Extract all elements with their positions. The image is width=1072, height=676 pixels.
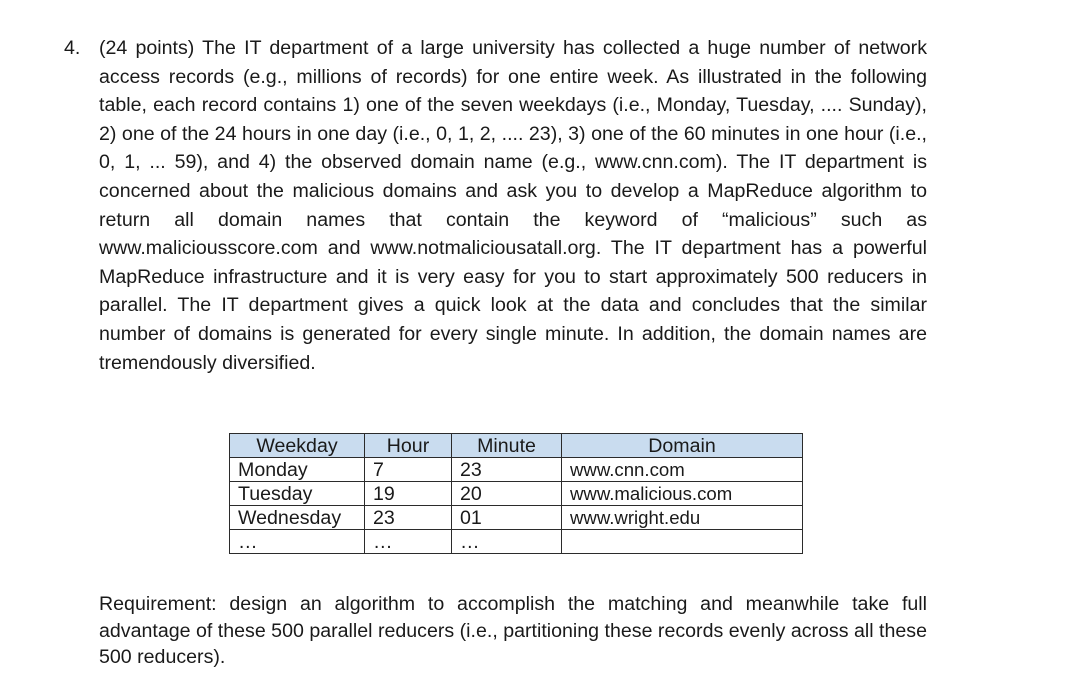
cell-hour: … bbox=[365, 530, 452, 554]
cell-domain: www.malicious.com bbox=[562, 482, 803, 506]
question-number: 4. bbox=[64, 37, 81, 59]
header-weekday: Weekday bbox=[230, 434, 365, 458]
cell-weekday: Wednesday bbox=[230, 506, 365, 530]
table-row bbox=[230, 530, 803, 554]
question-text bbox=[99, 34, 927, 377]
cell-weekday: Tuesday bbox=[230, 482, 365, 506]
cell-minute: … bbox=[452, 530, 562, 554]
cell-weekday: Monday bbox=[230, 458, 365, 482]
cell-hour: 7 bbox=[365, 458, 452, 482]
cell-domain: www.cnn.com bbox=[562, 458, 803, 482]
table-header-row bbox=[230, 434, 803, 458]
cell-domain: www.wright.edu bbox=[562, 506, 803, 530]
table-row bbox=[230, 458, 803, 482]
cell-minute: 20 bbox=[452, 482, 562, 506]
records-table bbox=[229, 433, 803, 554]
cell-domain bbox=[562, 530, 803, 554]
cell-minute: 23 bbox=[452, 458, 562, 482]
header-domain: Domain bbox=[562, 434, 803, 458]
table-row bbox=[230, 482, 803, 506]
cell-minute: 01 bbox=[452, 506, 562, 530]
header-hour: Hour bbox=[365, 434, 452, 458]
question-body: The IT department of a large university has collected a huge number of network access records (e.g., millions of records) for one entire week. As illustrated in the following table, each record contains 1) one of the seven weekdays (i.e., Monday, Tuesday, .... Sunday), 2) one of the 24 hours in one day (i.e., 0, 1, 2, .... 23), 3) one of the 60 minutes in one hour (i.e., 0, 1, ... 59), and 4) the observed domain name (e.g., www.cnn.com). The IT department is concerned about the malicious domains and ask you to develop a MapReduce algorithm to return all domain names that contain the keyword of “malicious” such as www.maliciousscore.com and www.notmaliciousatall.org. The IT department has a powerful MapReduce infrastructure and it is very easy for you to start approximately 500 reducers in parallel. The IT department gives a quick look at the data and concludes that the similar number of domains is generated for every single minute. In addition, the domain names are tremendously diversified. bbox=[99, 37, 927, 374]
table-row bbox=[230, 506, 803, 530]
requirement-text: Requirement: design an algorithm to accomplish the matching and meanwhile take full advantage of these 500 parallel reducers (i.e., partitioning these records evenly across all these 500 reducers). bbox=[99, 593, 927, 669]
cell-hour: 19 bbox=[365, 482, 452, 506]
header-minute: Minute bbox=[452, 434, 562, 458]
cell-hour: 23 bbox=[365, 506, 452, 530]
question-points: (24 points) bbox=[99, 37, 195, 59]
cell-weekday: … bbox=[230, 530, 365, 554]
